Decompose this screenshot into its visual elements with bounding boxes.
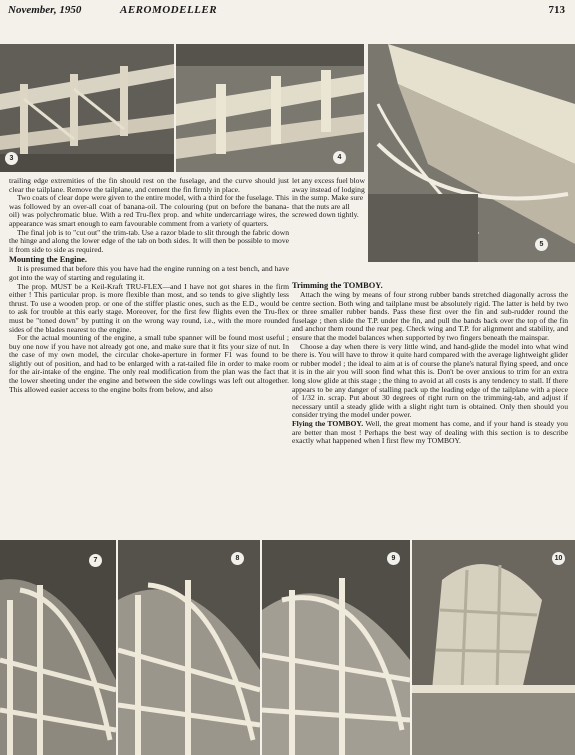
paragraph: Choose a day when there is very little wind, and hand-glide the model into what wind there is. You will have to throw it quite hard compared with the average lightweight glider or rubber model ; the ideal to aim at is of course the plane's natural flying speed, and once it is in the air you will soon find what this is. Don't be over anxious to trim for an extra long slow glide at this stage ; the thing to avoid at all costs is any tendency to stall. If there appears to be any danger of stalling pack up the leading edge of the tailplane with a piece of 1/32 in. scrap. Put about 30 degrees of right rurn on the trimming-tab, and adjust if necessary until a steady glide with a slight right turn is obtained. Only then should you consider trying the model under power.	[292, 341, 568, 420]
running-header	[8, 4, 565, 18]
paragraph: For the actual mounting of the engine, a small tube spanner will be found most useful ; buy one now if you have not already got one, and make sure that it fits your size of nut. In the case of my own model, the circular choke-aperture in former F1 was found to be slightly out of position, and had to be enlarged with a rat-tailed file in order to make room for the air-intake of the engine. The only real modification from the plan was the fact that the lower sheeting under the engine and between the side cowlings was left out altogether. This allowed easier access to the engine bolts from below, and also	[9, 333, 289, 394]
photo-10-covered-fin	[412, 540, 575, 755]
photo-5-undercarriage	[368, 44, 575, 262]
paragraph: It is presumed that before this you have had the engine running on a test bench, and have got into the way of starting and regulating it.	[9, 264, 289, 282]
paragraph: Two coats of clear dope were given to the entire model, with a third for the fuselage. This was followed by an over-all coat of banana-oil. The colouring (put on before the banana-oil) was polychromatic blue. With a red Tru-flex prop. and white undercarriage wires, the appearance was smart enough to earn favourable comment from a variety of quarters.	[9, 193, 289, 228]
section-heading-flying: Flying the TOMBOY.	[292, 418, 364, 428]
page-number: 713	[548, 4, 565, 16]
paragraph: The final job is to "cut out" the trim-tab. Use a razor blade to slit through the fabric down the hinge and along the lower edge of the tab on both sides. It will then be possible to move it from side to side as required.	[9, 227, 289, 254]
paragraph: trailing edge extremities of the fin should rest on the fuselage, and the curve should just clear the tailplane. Remove the tailplane, and cement the fin firmly in place.	[9, 176, 289, 194]
paragraph-flying-text: Well, the great moment has come, and if your hand is steady you are better than most ! Perhaps the best way of dealing with this section is to describe exactly what happened when I first flew my TOMBOY.	[292, 418, 568, 446]
figure-number-7: 7	[89, 554, 102, 567]
right-column-narrow-text: let any excess fuel blow away instead of lodging in the sump. Make sure that the nuts are all screwed down tightly.	[292, 176, 365, 219]
section-heading-mounting-engine: Mounting the Engine.	[9, 255, 87, 265]
photo-3-fuselage-frame	[0, 44, 174, 172]
figure-number-9: 9	[387, 552, 400, 565]
paragraph: The prop. MUST be a Keil-Kraft TRU-FLEX—and I have not got shares in the firm either ! This particular prop. is more flexible than most, and so tends to give slightly less thrust. To use a wooden prop. or one of the stiffer plastic ones, such as the E.D., would be to ask for trouble at this early stage. Moreover, for the first few flights even the Tru-flex must be "toned down" by putting it on the wrong way round, i.e., with the more rounded sides of the blades nearest to the engine.	[9, 281, 289, 334]
paragraph: Attach the wing by means of four strong rubber bands stretched diagonally across the centre section. Both wing and tailplane must be absolutely rigid. The latter is held by two or three smaller rubber bands. Pass these first over the fin and sub-rudder round the fuselage ; then slide the T.P. under the fin, and pull the bands back over the top of the fin and anchor them round the rear peg. Check wing and T.P. for alignment and stability, and ensure that the model balances when supported by two fingers beneath the mainspar.	[292, 290, 568, 342]
figure-number-5: 5	[535, 238, 548, 251]
photo-7-fin-structure	[0, 540, 116, 755]
photo-4-fuselage-interior	[176, 44, 364, 172]
left-column	[9, 177, 289, 531]
magazine-title: AEROMODELLER	[120, 4, 218, 16]
photo-9-fin-structure	[262, 540, 410, 755]
figure-number-4: 4	[333, 151, 346, 164]
issue-date: November, 1950	[8, 4, 82, 16]
section-heading-trimming: Trimming the TOMBOY.	[292, 281, 383, 290]
right-column	[292, 280, 568, 530]
figure-number-8: 8	[231, 552, 244, 565]
figure-number-10: 10	[552, 552, 565, 565]
photo-8-fin-structure	[118, 540, 260, 755]
figure-number-3: 3	[5, 152, 18, 165]
paragraph-flying	[292, 420, 568, 446]
